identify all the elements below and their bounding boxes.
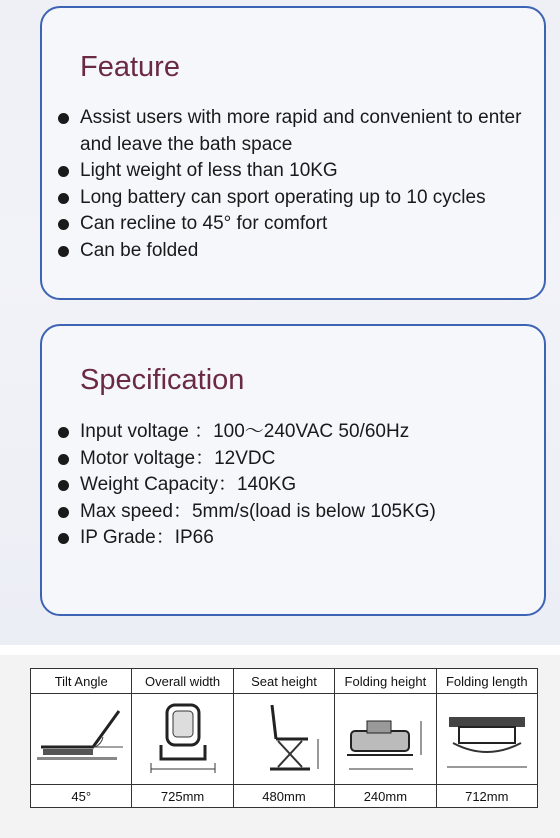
spec-item (56, 446, 542, 473)
bullet-icon (58, 246, 69, 257)
feature-card (40, 6, 546, 300)
feature-item (56, 158, 542, 185)
bullet-icon (58, 427, 69, 438)
spec-item (56, 419, 542, 446)
specification-card (40, 324, 546, 616)
tilt-angle-diagram-icon (33, 697, 129, 781)
value-folding-height: 240mm (335, 785, 436, 808)
feature-item-text: Assist users with more rapid and convenient to enter and leave the bath space (80, 107, 522, 155)
value-seat-height: 480mm (233, 785, 334, 808)
feature-title: Feature (80, 51, 180, 83)
feature-item (56, 238, 542, 265)
header-folding-height: Folding height (335, 669, 436, 694)
feature-list (56, 105, 542, 264)
spec-item-text: IP Grade：IP66 (80, 527, 214, 548)
feature-item (56, 105, 542, 158)
dimensions-table (30, 668, 538, 808)
folding-length-diagram-icon (439, 697, 535, 781)
value-overall-width: 725mm (132, 785, 233, 808)
spec-item (56, 472, 542, 499)
feature-item-text: Long battery can sport operating up to 10 cycles (80, 186, 486, 208)
feature-item-text: Can be folded (80, 239, 199, 261)
feature-item (56, 185, 542, 212)
spec-item (56, 525, 542, 552)
feature-item (56, 211, 542, 238)
feature-item-text: Light weight of less than 10KG (80, 160, 338, 181)
bullet-icon (58, 507, 69, 518)
table-value-row (31, 785, 538, 808)
spec-item (56, 499, 542, 526)
spec-item-text: Motor voltage：12VDC (80, 447, 276, 469)
table-header-row (31, 669, 538, 694)
bullet-icon (58, 533, 69, 544)
specification-list (56, 419, 542, 552)
bullet-icon (58, 193, 69, 204)
feature-item-text: Can recline to 45° for comfort (80, 213, 328, 234)
spec-item-text: Input voltage ：100～240VAC 50/60Hz (80, 421, 410, 442)
bullet-icon (58, 480, 69, 491)
spec-item-text: Max speed：5mm/s(load is below 105KG) (80, 500, 436, 522)
header-tilt-angle: Tilt Angle (31, 669, 132, 694)
bullet-icon (58, 166, 69, 177)
bullet-icon (58, 454, 69, 465)
overall-width-diagram-icon (135, 697, 231, 781)
folding-height-diagram-icon (337, 697, 433, 781)
specification-title: Specification (80, 364, 245, 396)
header-overall-width: Overall width (132, 669, 233, 694)
table-diagram-row (31, 694, 538, 785)
value-folding-length: 712mm (436, 785, 537, 808)
value-tilt-angle: 45° (31, 785, 132, 808)
header-folding-length: Folding length (436, 669, 537, 694)
bullet-icon (58, 113, 69, 124)
spec-item-text: Weight Capacity：140KG (80, 474, 297, 495)
header-seat-height: Seat height (233, 669, 334, 694)
bullet-icon (58, 219, 69, 230)
seat-height-diagram-icon (236, 697, 332, 781)
